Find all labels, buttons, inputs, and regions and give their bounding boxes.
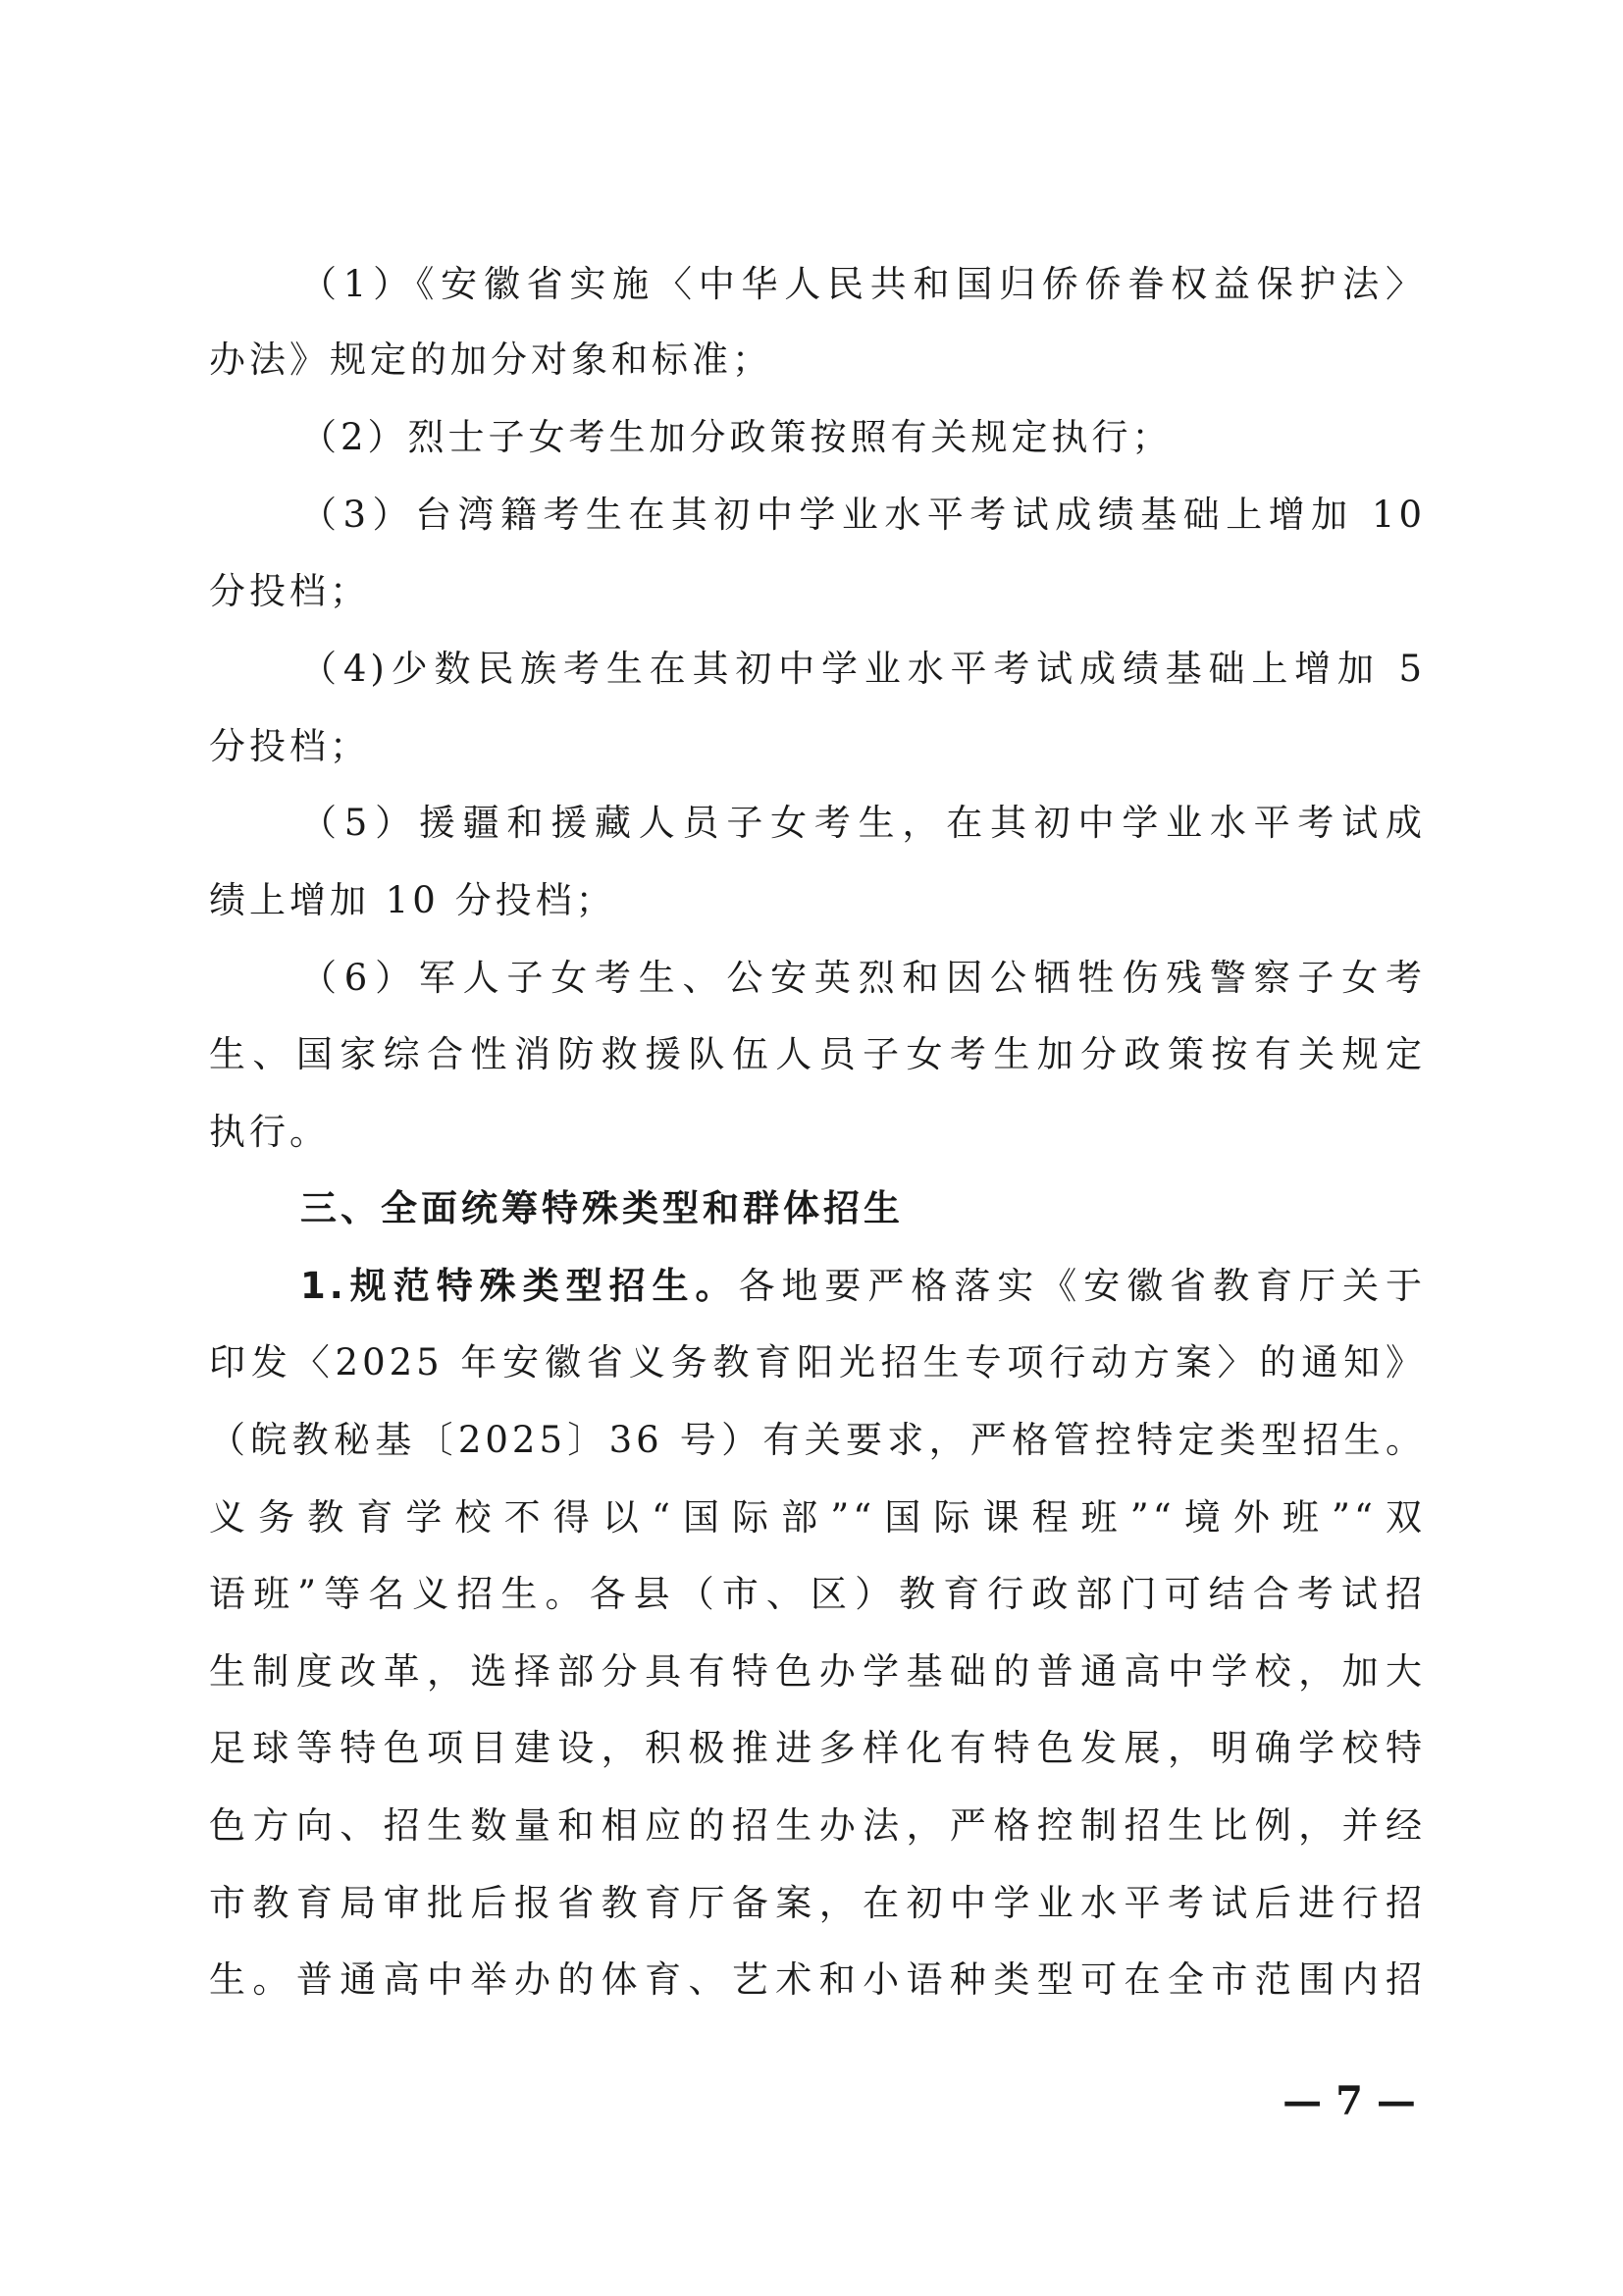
text-line: 印发〈2025 年安徽省义务教育阳光招生专项行动方案〉的通知》 (209, 1341, 1426, 1383)
text-line: 执行。 (209, 1111, 330, 1153)
text-line: 分投档； (209, 570, 370, 612)
text-line: （6）军人子女考生、公安英烈和因公牺牲伤残警察子女考 (300, 957, 1426, 999)
text-line: 足球等特色项目建设，积极推进多样化有特色发展，明确学校特 (209, 1727, 1426, 1769)
text-line (300, 1263, 1426, 1310)
text-line: （4)少数民族考生在其初中学业水平考试成绩基础上增加 5 (300, 648, 1426, 690)
section-heading: 三、全面统筹特殊类型和群体招生 (300, 1187, 904, 1229)
page-number: — 7 — (1283, 2078, 1416, 2124)
text-line: 分投档； (209, 725, 370, 767)
text-line: （1）《安徽省实施〈中华人民共和国归侨侨眷权益保护法〉 (300, 263, 1426, 305)
text-run: 各地要严格落实《安徽省教育厅关于 (738, 1265, 1426, 1307)
text-line: （皖教秘基〔2025〕36 号）有关要求，严格管控特定类型招生。 (209, 1419, 1426, 1461)
text-line: 生。普通高中举办的体育、艺术和小语种类型可在全市范围内招 (209, 1958, 1426, 2001)
text-line: 生、国家综合性消防救援队伍人员子女考生加分政策按有关规定 (209, 1033, 1426, 1075)
text-line: （5）援疆和援藏人员子女考生，在其初中学业水平考试成 (300, 802, 1426, 844)
text-line: （3）台湾籍考生在其初中学业水平考试成绩基础上增加 10 (300, 494, 1426, 536)
text-line: 市教育局审批后报省教育厅备案，在初中学业水平考试后进行招 (209, 1882, 1426, 1924)
text-line: 语班”等名义招生。各县（市、区）教育行政部门可结合考试招 (209, 1573, 1426, 1615)
text-line: 义务教育学校不得以“国际部”“国际课程班”“境外班”“双 (209, 1496, 1426, 1539)
text-line: （2）烈士子女考生加分政策按照有关规定执行； (300, 416, 1173, 458)
text-line: 生制度改革，选择部分具有特色办学基础的普通高中学校，加大 (209, 1650, 1426, 1693)
text-line: 色方向、招生数量和相应的招生办法，严格控制招生比例，并经 (209, 1804, 1426, 1847)
subsection-title: 1.规范特殊类型招生。 (300, 1265, 739, 1307)
text-line: 绩上增加 10 分投档； (209, 879, 616, 921)
text-line: 办法》规定的加分对象和标准； (209, 339, 772, 381)
